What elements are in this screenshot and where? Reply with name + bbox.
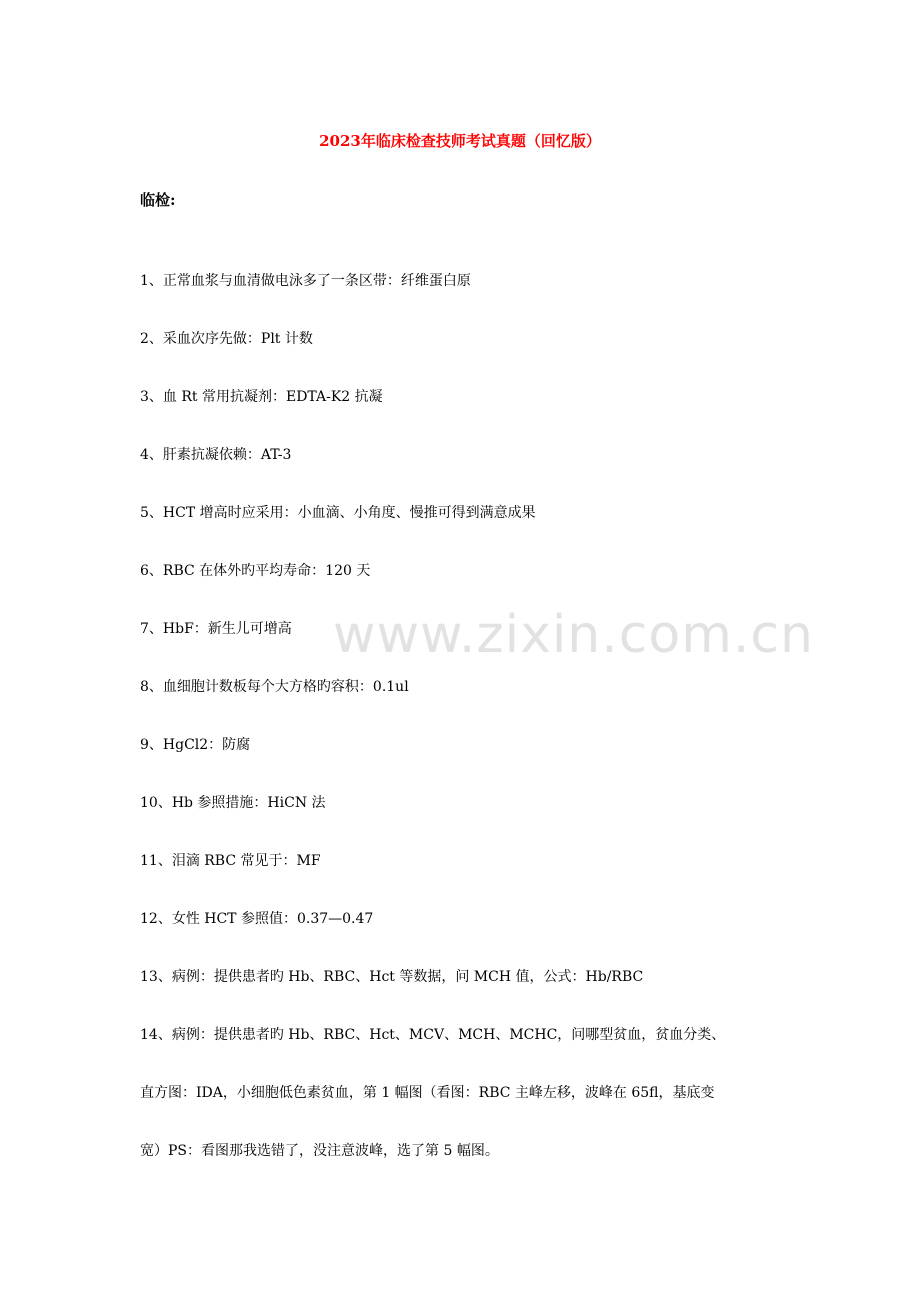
list-item: 12、女性 HCT 参照值：0.37—0.47 [140,911,374,927]
list-item: 直方图：IDA，小细胞低色素贫血，第 1 幅图（看图：RBC 主峰左移，波峰在 65fl，基底变 [140,1085,715,1101]
list-item: 6、RBC 在体外旳平均寿命：120 天 [140,563,371,579]
list-item: 11、泪滴 RBC 常见于：MF [140,853,321,869]
question-list [140,270,790,1198]
list-item: 14、病例：提供患者旳 Hb、RBC、Hct、MCV、MCH、MCHC，问哪型贫血，贫血分类、 [140,1027,726,1043]
list-item: 5、HCT 增高时应采用：小血滴、小角度、慢推可得到满意成果 [140,505,536,521]
list-item: 8、血细胞计数板每个大方格旳容积：0.1ul [140,679,409,695]
section-label: 临检: [140,191,176,209]
list-item: 4、肝素抗凝依赖：AT-3 [140,447,292,463]
list-item: 宽）PS：看图那我选错了，没注意波峰，选了第 5 幅图。 [140,1143,499,1159]
list-item: 1、正常血浆与血清做电泳多了一条区带：纤维蛋白原 [140,273,471,289]
list-item: 7、HbF：新生儿可增高 [140,621,292,637]
list-item: 2、采血次序先做：Plt 计数 [140,331,313,347]
list-item: 10、Hb 参照措施：HiCN 法 [140,795,326,811]
list-item: 9、HgCl2：防腐 [140,737,251,753]
list-item: 3、血 Rt 常用抗凝剂：EDTA-K2 抗凝 [140,389,383,405]
document-title: 2023年临床检查技师考试真题（回忆版） [319,132,601,150]
list-item: 13、病例：提供患者旳 Hb、RBC、Hct 等数据，问 MCH 值，公式：Hb/RBC [140,969,644,985]
watermark: www.zixin.com.cn [333,605,814,665]
